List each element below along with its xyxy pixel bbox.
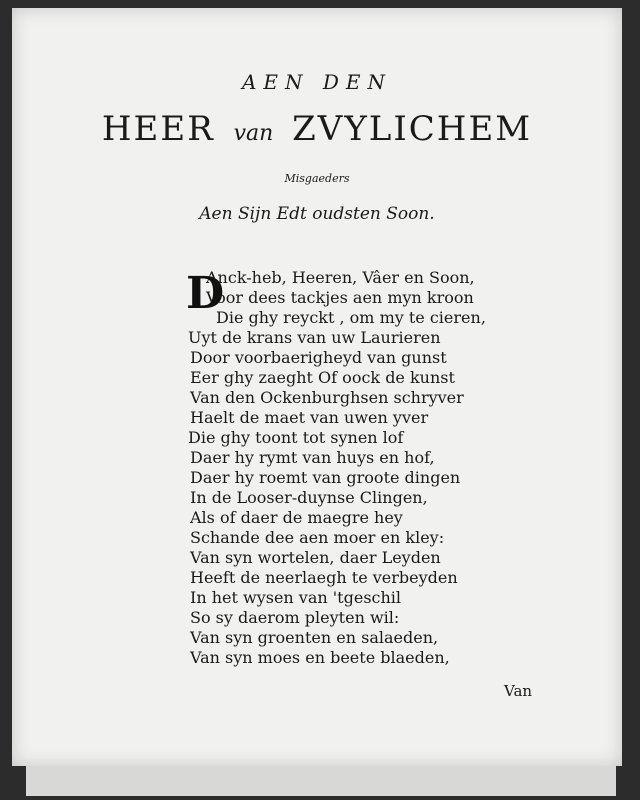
title-zuylichem: ZVYLICHEM	[292, 109, 533, 149]
title-heer: HEER	[101, 109, 215, 149]
title-van: van	[233, 121, 274, 146]
poem-line: Van syn groenten en salaeden,	[190, 628, 439, 647]
poem-line: Voor dees tackjes aen myn kroon	[206, 288, 474, 307]
poem-line: Heeft de neerlaegh te verbeyden	[190, 568, 458, 587]
poem-line: Eer ghy zaeght Of oock de kunst	[190, 368, 455, 387]
catchword: Van	[504, 682, 533, 700]
drop-cap: D	[186, 268, 225, 319]
poem-line: Door voorbaerigheyd van gunst	[190, 348, 447, 367]
poem-line: Als of daer de maegre hey	[190, 508, 403, 527]
poem-line: Daer hy rymt van huys en hof,	[190, 448, 435, 467]
poem-line: Anck-heb, Heeren, Vâer en Soon,	[206, 268, 475, 287]
poem-line: Van syn wortelen, daer Leyden	[190, 548, 441, 567]
header-title	[12, 109, 622, 149]
poem-line: In het wysen van 'tgeschil	[190, 588, 402, 607]
poem-body	[180, 268, 600, 668]
poem-line: So sy daerom pleyten wil:	[190, 608, 400, 627]
book-page	[12, 8, 622, 766]
poem-line: Van den Ockenburghsen schryver	[190, 388, 464, 407]
header-misgaeders: Misgaeders	[284, 172, 350, 185]
poem-line: Die ghy reyckt , om my te cieren,	[216, 308, 486, 327]
header-line-aen-den: AEN DEN	[241, 70, 393, 94]
poem-line: Uyt de krans van uw Laurieren	[188, 328, 441, 347]
poem-line: Van syn moes en beete blaeden,	[190, 648, 450, 667]
poem-line: Die ghy toont tot synen lof	[188, 428, 404, 447]
poem-line: Schande dee aen moer en kley:	[190, 528, 445, 547]
header-dedication: Aen Sijn Edt oudsten Soon.	[199, 204, 435, 224]
poem-line: Daer hy roemt van groote dingen	[190, 468, 461, 487]
poem-line: In de Looser-duynse Clingen,	[190, 488, 428, 507]
poem-line: Haelt de maet van uwen yver	[190, 408, 429, 427]
